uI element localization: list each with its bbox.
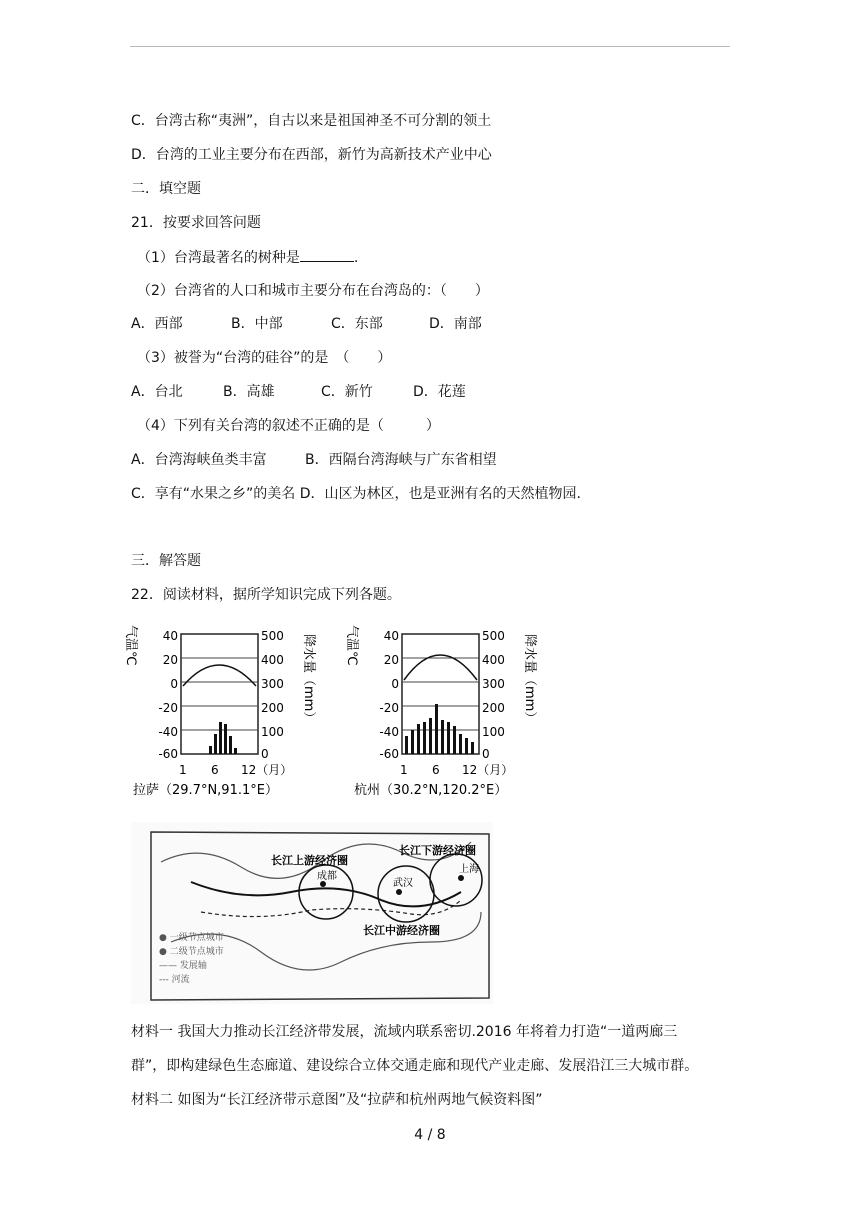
- left-axis-label: 气温℃: [123, 625, 138, 666]
- city-node: [396, 889, 402, 895]
- legend-item: --- 河流: [159, 975, 190, 985]
- yangtze-economic-belt-map: [131, 822, 493, 1004]
- q21-part1-suffix: .: [353, 250, 359, 266]
- tick-label: 200: [482, 701, 505, 715]
- tick-label: 20: [383, 653, 399, 667]
- option-c: C．东部: [331, 316, 383, 332]
- city-label-wuhan: 武汉: [393, 878, 413, 889]
- tick-label: 100: [261, 725, 284, 739]
- option-b: B．西隔台湾海峡与广东省相望: [305, 452, 497, 468]
- tick-label: 100: [482, 725, 505, 739]
- month-tick: 1: [400, 763, 408, 777]
- month-axis: [179, 763, 292, 777]
- tick-label: 20: [162, 653, 178, 667]
- option-b: B．中部: [231, 316, 283, 332]
- q21-part2: （2）台湾省的人口和城市主要分布在台湾岛的：（ ）: [137, 283, 489, 299]
- tick-label: 0: [482, 747, 490, 761]
- month-tick: 6: [432, 763, 440, 777]
- legend-item: —— 发展轴: [159, 961, 207, 971]
- tick-label: 40: [162, 629, 178, 643]
- option-c-line: C．台湾古称“夷洲”，自古以来是祖国神圣不可分割的领土: [131, 113, 492, 129]
- q21-part3: （3）被誉为“台湾的硅谷”的是 （ ）: [137, 350, 392, 366]
- q21-part4-options-cd: C．享有“水果之乡”的美名 D．山区为林区，也是亚洲有名的天然植物园.: [131, 486, 581, 502]
- month-tick: 6: [211, 763, 219, 777]
- header-rule: [130, 46, 730, 47]
- left-axis-label: 气温℃: [344, 625, 359, 666]
- material-1-line1: 材料一 我国大力推动长江经济带发展，流域内联系密切.2016 年将着力打造“一道两廊三: [131, 1024, 678, 1040]
- map-label-middle: 长江中游经济圈: [363, 924, 440, 937]
- q21-part2-options: [131, 314, 482, 334]
- tick-label: 0: [391, 677, 399, 691]
- tick-label: 40: [383, 629, 399, 643]
- city-node: [458, 875, 464, 881]
- tick-label: 200: [261, 701, 284, 715]
- question-21-title: 21．按要求回答问题: [131, 215, 261, 231]
- tick-label: 500: [261, 629, 284, 643]
- precip-axis: [261, 629, 284, 761]
- q21-part3-options: [131, 382, 466, 402]
- option-a: A．台北: [131, 384, 183, 400]
- option-a: A．西部: [131, 316, 183, 332]
- tick-label: 0: [170, 677, 178, 691]
- page-number: 4 / 8: [414, 1127, 446, 1143]
- tick-label: -40: [379, 725, 399, 739]
- precip-axis: [482, 629, 505, 761]
- option-d-line: D．台湾的工业主要分布在西部，新竹为高新技术产业中心: [131, 147, 492, 163]
- tick-label: 0: [261, 747, 269, 761]
- right-axis-label: 降水量（mm）: [522, 634, 537, 725]
- tick-label: 400: [261, 653, 284, 667]
- right-axis-label: 降水量（mm）: [301, 634, 316, 725]
- option-c: C．新竹: [321, 384, 373, 400]
- month-tick: 12（月）: [241, 763, 293, 777]
- temp-axis: [379, 629, 399, 761]
- tick-label: 300: [261, 677, 284, 691]
- material-2: 材料二 如图为“长江经济带示意图”及“拉萨和杭州两地气候资料图”: [131, 1092, 543, 1108]
- map-label-lower: 长江下游经济圈: [399, 844, 476, 857]
- option-d: D．花莲: [413, 384, 466, 400]
- month-axis: [400, 763, 513, 777]
- precip-bars: [405, 704, 474, 754]
- lhasa-climate-chart: [123, 624, 316, 802]
- temp-axis: [158, 629, 178, 761]
- tick-label: 400: [482, 653, 505, 667]
- tick-label: -60: [158, 747, 178, 761]
- q21-part4: （4）下列有关台湾的叙述不正确的是（ ）: [137, 418, 440, 434]
- precip-bars: [209, 722, 237, 754]
- q21-part1: [137, 247, 358, 268]
- city-label-chengdu: 成都: [317, 871, 337, 882]
- tick-label: -40: [158, 725, 178, 739]
- legend-item: ● 一级节点城市: [159, 933, 224, 943]
- tick-label: -20: [158, 701, 178, 715]
- section-2-heading: 二．填空题: [131, 181, 201, 197]
- city-label-shanghai: 上海: [459, 864, 479, 875]
- tick-label: 500: [482, 629, 505, 643]
- q21-part4-options-ab: [131, 450, 497, 470]
- gridlines: [181, 658, 258, 730]
- option-d: D．南部: [429, 316, 482, 332]
- option-b: B．高雄: [223, 384, 275, 400]
- question-22-title: 22．阅读材料，据所学知识完成下列各题。: [131, 587, 401, 603]
- tick-label: 300: [482, 677, 505, 691]
- q21-part1-text: （1）台湾最著名的树种是: [137, 250, 300, 266]
- legend-item: ● 二级节点城市: [159, 947, 224, 957]
- month-tick: 12（月）: [462, 763, 514, 777]
- answer-blank[interactable]: [300, 247, 354, 262]
- material-1-line2: 群”，即构建绿色生态廊道、建设综合立体交通走廊和现代产业走廊、发展沿江三大城市群。: [131, 1058, 699, 1074]
- tick-label: -20: [379, 701, 399, 715]
- chart-caption: 拉萨（29.7°N,91.1°E）: [133, 783, 278, 798]
- chart-caption: 杭州（30.2°N,120.2°E）: [354, 783, 508, 798]
- temperature-curve: [404, 655, 477, 680]
- month-tick: 1: [179, 763, 187, 777]
- tick-label: -60: [379, 747, 399, 761]
- map-label-upper: 长江上游经济圈: [271, 854, 348, 867]
- option-a: A．台湾海峡鱼类丰富: [131, 452, 267, 468]
- hangzhou-climate-chart: [344, 624, 542, 802]
- temperature-curve: [183, 665, 256, 686]
- section-3-heading: 三．解答题: [131, 553, 201, 569]
